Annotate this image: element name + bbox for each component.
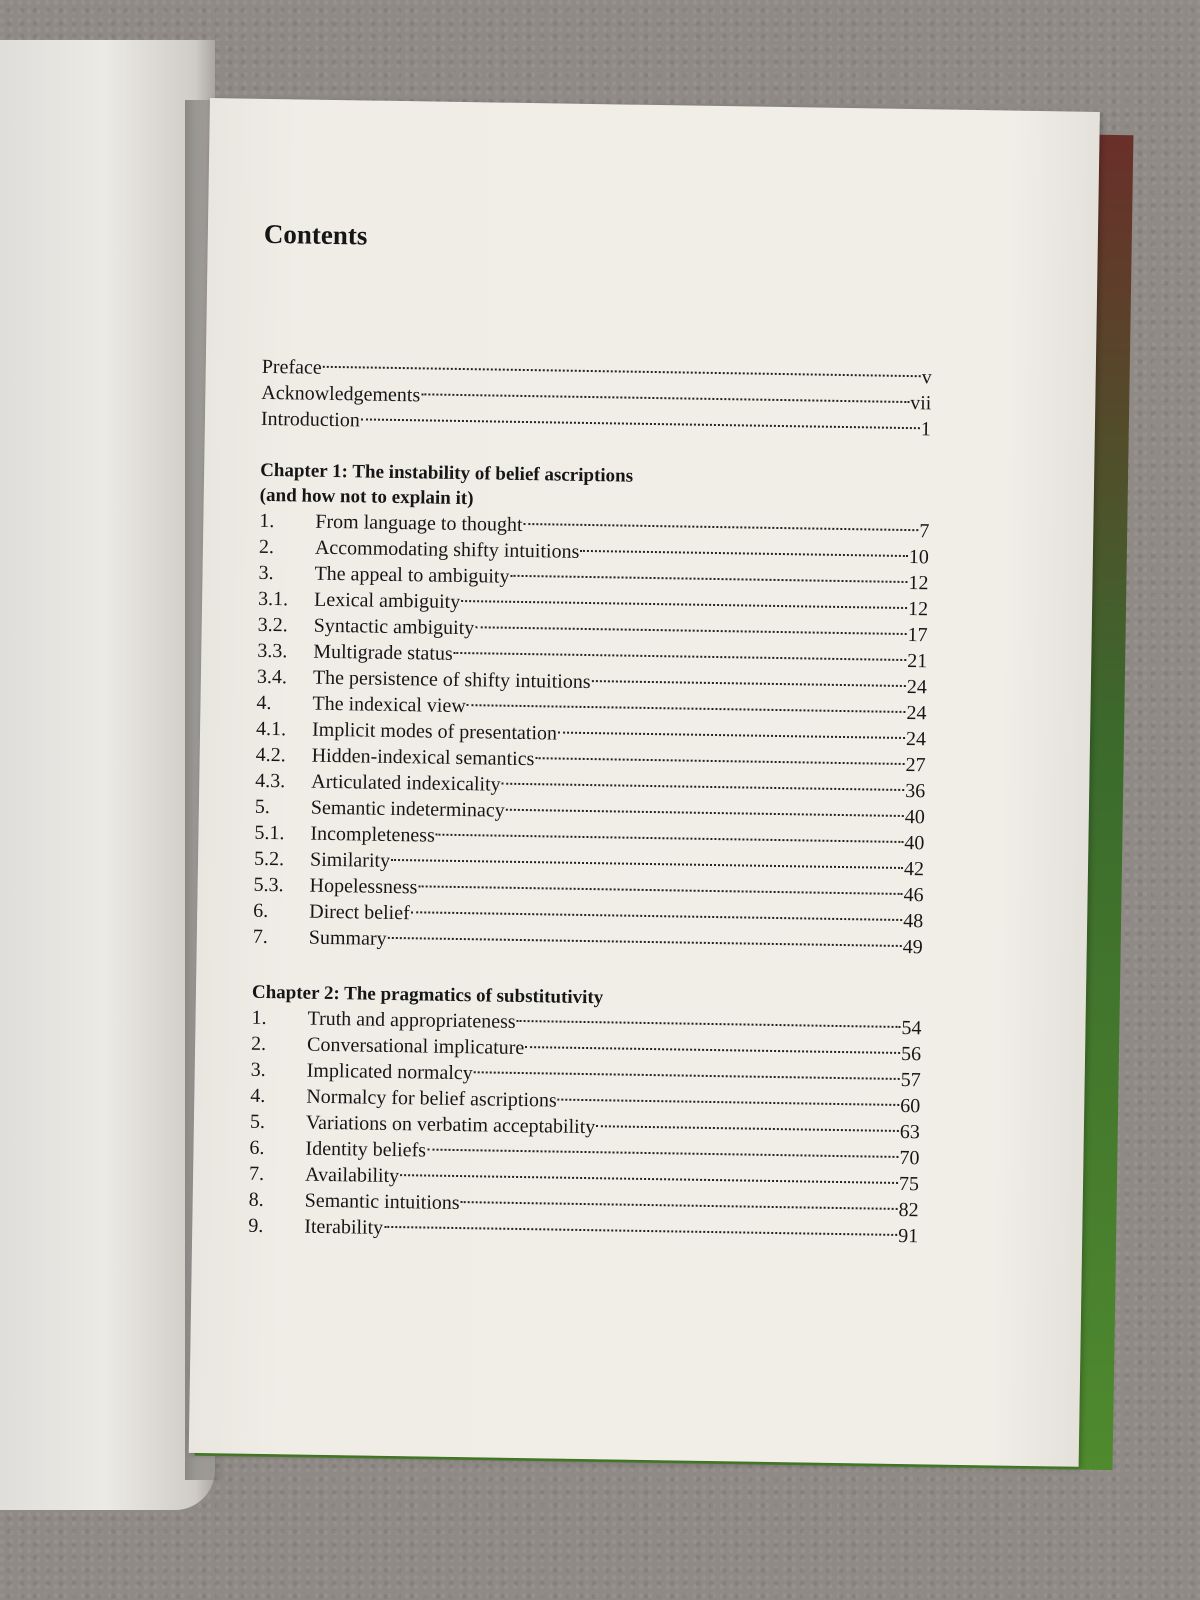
entry-label: Identity beliefs	[305, 1137, 427, 1162]
entry-page-number: 12	[908, 572, 929, 595]
section-number: 3.3.	[257, 639, 288, 663]
dot-leader	[461, 1201, 898, 1210]
entry-page-number: 54	[901, 1016, 922, 1040]
entry-label: Syntactic ambiguity	[313, 614, 475, 640]
dot-leader	[592, 680, 906, 687]
section-number: 5.	[254, 795, 271, 819]
dot-leader	[475, 626, 906, 635]
entry-label: Implicated normalcy	[306, 1059, 473, 1085]
section-number: 3.	[250, 1058, 266, 1081]
entry-page-number: 82	[898, 1198, 919, 1222]
entry-label: Availability	[304, 1163, 400, 1188]
section-number: 5.	[249, 1110, 266, 1133]
dot-leader	[510, 575, 907, 583]
entry-page-number: 91	[898, 1224, 919, 1248]
dot-leader	[596, 1125, 899, 1132]
entry-label: Accommodating shifty intuitions	[314, 536, 580, 563]
entry-label: Incompleteness	[310, 822, 436, 847]
section-number: 5.3.	[253, 873, 284, 897]
entry-page-number: 27	[905, 754, 926, 777]
entry-page-number: 10	[908, 546, 930, 569]
entry-label: From language to thought	[315, 510, 523, 536]
dot-leader	[558, 732, 905, 739]
dot-leader	[502, 783, 905, 791]
dot-leader	[384, 1226, 897, 1236]
entry-label: Introduction	[260, 407, 361, 432]
entry-label: Articulated indexicality	[311, 770, 501, 796]
entry-label: Semantic intuitions	[304, 1189, 460, 1215]
page-title: Contents	[263, 218, 368, 251]
section-number: 6.	[249, 1136, 265, 1159]
dot-leader	[361, 418, 920, 429]
dot-leader	[436, 834, 904, 843]
chapters-list	[248, 458, 930, 1249]
entry-page-number: 1	[920, 418, 932, 441]
dot-leader	[467, 704, 906, 713]
entry-label: The appeal to ambiguity	[314, 562, 510, 588]
dot-leader	[535, 757, 904, 765]
entry-label: The persistence of shifty intuitions	[312, 666, 591, 694]
dot-leader	[388, 937, 902, 947]
entry-label: Hidden-indexical semantics	[311, 744, 535, 771]
entry-label: Implicit modes of presentation	[311, 718, 558, 745]
dot-leader	[323, 366, 921, 377]
chapter-section	[253, 458, 931, 960]
entry-page-number: 70	[899, 1146, 920, 1170]
chapter-subheading: (and how not to explain it)	[259, 484, 474, 510]
dot-leader	[461, 600, 907, 609]
section-number: 6.	[253, 899, 269, 923]
section-number: 7.	[248, 1162, 265, 1185]
entry-page-number: 7	[919, 520, 930, 543]
contents-page	[189, 98, 1100, 1467]
dot-leader	[454, 652, 907, 661]
dot-leader	[474, 1071, 900, 1080]
entry-label: Variations on verbatim acceptability	[305, 1111, 596, 1139]
section-number: 1.	[259, 509, 275, 533]
entry-page-number: v	[921, 366, 932, 389]
section-number: 4.3.	[255, 769, 286, 793]
entry-page-number: 57	[900, 1068, 921, 1092]
entry-label: Preface	[261, 355, 322, 379]
entry-page-number: 17	[907, 624, 928, 647]
table-of-contents	[248, 219, 934, 1279]
section-number: 3.1.	[257, 587, 289, 611]
entry-page-number: 12	[907, 598, 929, 621]
entry-page-number: 75	[898, 1172, 920, 1196]
section-number: 1.	[251, 1006, 267, 1030]
chapter-heading: Chapter 2: The pragmatics of substitutivity	[251, 981, 604, 1009]
entry-page-number: 40	[904, 806, 925, 829]
section-number: 4.	[250, 1084, 266, 1107]
section-number: 4.2.	[255, 743, 286, 767]
section-number: 2.	[258, 535, 275, 559]
chapter-heading: Chapter 1: The instability of belief ascriptions	[259, 459, 634, 487]
dot-leader	[391, 859, 903, 869]
section-number: 5.2.	[253, 847, 285, 871]
dot-leader	[418, 885, 902, 895]
section-number: 9.	[248, 1214, 264, 1237]
entry-label: Semantic indeterminacy	[310, 796, 505, 822]
section-number: 8.	[248, 1188, 264, 1211]
left-facing-page	[0, 40, 215, 1510]
dot-leader	[421, 393, 909, 403]
entry-page-number: 46	[903, 883, 924, 907]
dot-leader	[517, 1020, 901, 1028]
dot-leader	[525, 1046, 900, 1054]
entry-label: Hopelessness	[309, 874, 418, 899]
entry-page-number: 40	[904, 832, 925, 855]
entry-label: Direct belief	[309, 900, 410, 925]
entry-page-number: vii	[909, 392, 932, 415]
entry-page-number: 42	[903, 857, 925, 881]
entry-label: Similarity	[309, 848, 391, 872]
entry-label: Truth and appropriateness	[307, 1007, 516, 1033]
dot-leader	[524, 523, 919, 531]
entry-page-number: 24	[906, 676, 928, 699]
entry-label: Multigrade status	[313, 640, 453, 665]
prelims-list	[261, 354, 932, 443]
section-number: 3.4.	[256, 665, 288, 689]
entry-label: Lexical ambiguity	[313, 588, 461, 613]
entry-page-number: 56	[900, 1042, 922, 1066]
section-number: 5.1.	[254, 821, 285, 845]
entry-label: Summary	[308, 926, 387, 950]
entry-page-number: 24	[905, 728, 927, 751]
section-number: 4.	[256, 691, 272, 715]
entry-page-number: 63	[899, 1120, 921, 1144]
dot-leader	[411, 911, 902, 921]
section-number: 7.	[252, 925, 269, 949]
entry-label: Iterability	[304, 1215, 384, 1239]
section-number: 2.	[250, 1032, 267, 1055]
dot-leader	[427, 1149, 898, 1158]
entry-page-number: 60	[900, 1094, 921, 1118]
dot-leader	[558, 1099, 900, 1106]
entry-label: Conversational implicature	[306, 1033, 525, 1060]
entry-label: Acknowledgements	[261, 381, 421, 407]
dot-leader	[580, 550, 908, 557]
entry-page-number: 21	[907, 650, 928, 673]
section-number: 3.2.	[257, 613, 288, 637]
dot-leader	[400, 1174, 898, 1184]
entry-label: Normalcy for belief ascriptions	[306, 1085, 557, 1112]
entry-page-number: 49	[902, 935, 923, 959]
section-number: 3.	[258, 561, 274, 585]
entry-page-number: 48	[902, 909, 924, 933]
entry-page-number: 24	[906, 702, 927, 725]
section-number: 4.1.	[255, 717, 287, 741]
dot-leader	[506, 809, 904, 817]
entry-label: The indexical view	[312, 692, 466, 718]
chapter-section	[248, 980, 922, 1249]
entry-page-number: 36	[905, 780, 926, 803]
